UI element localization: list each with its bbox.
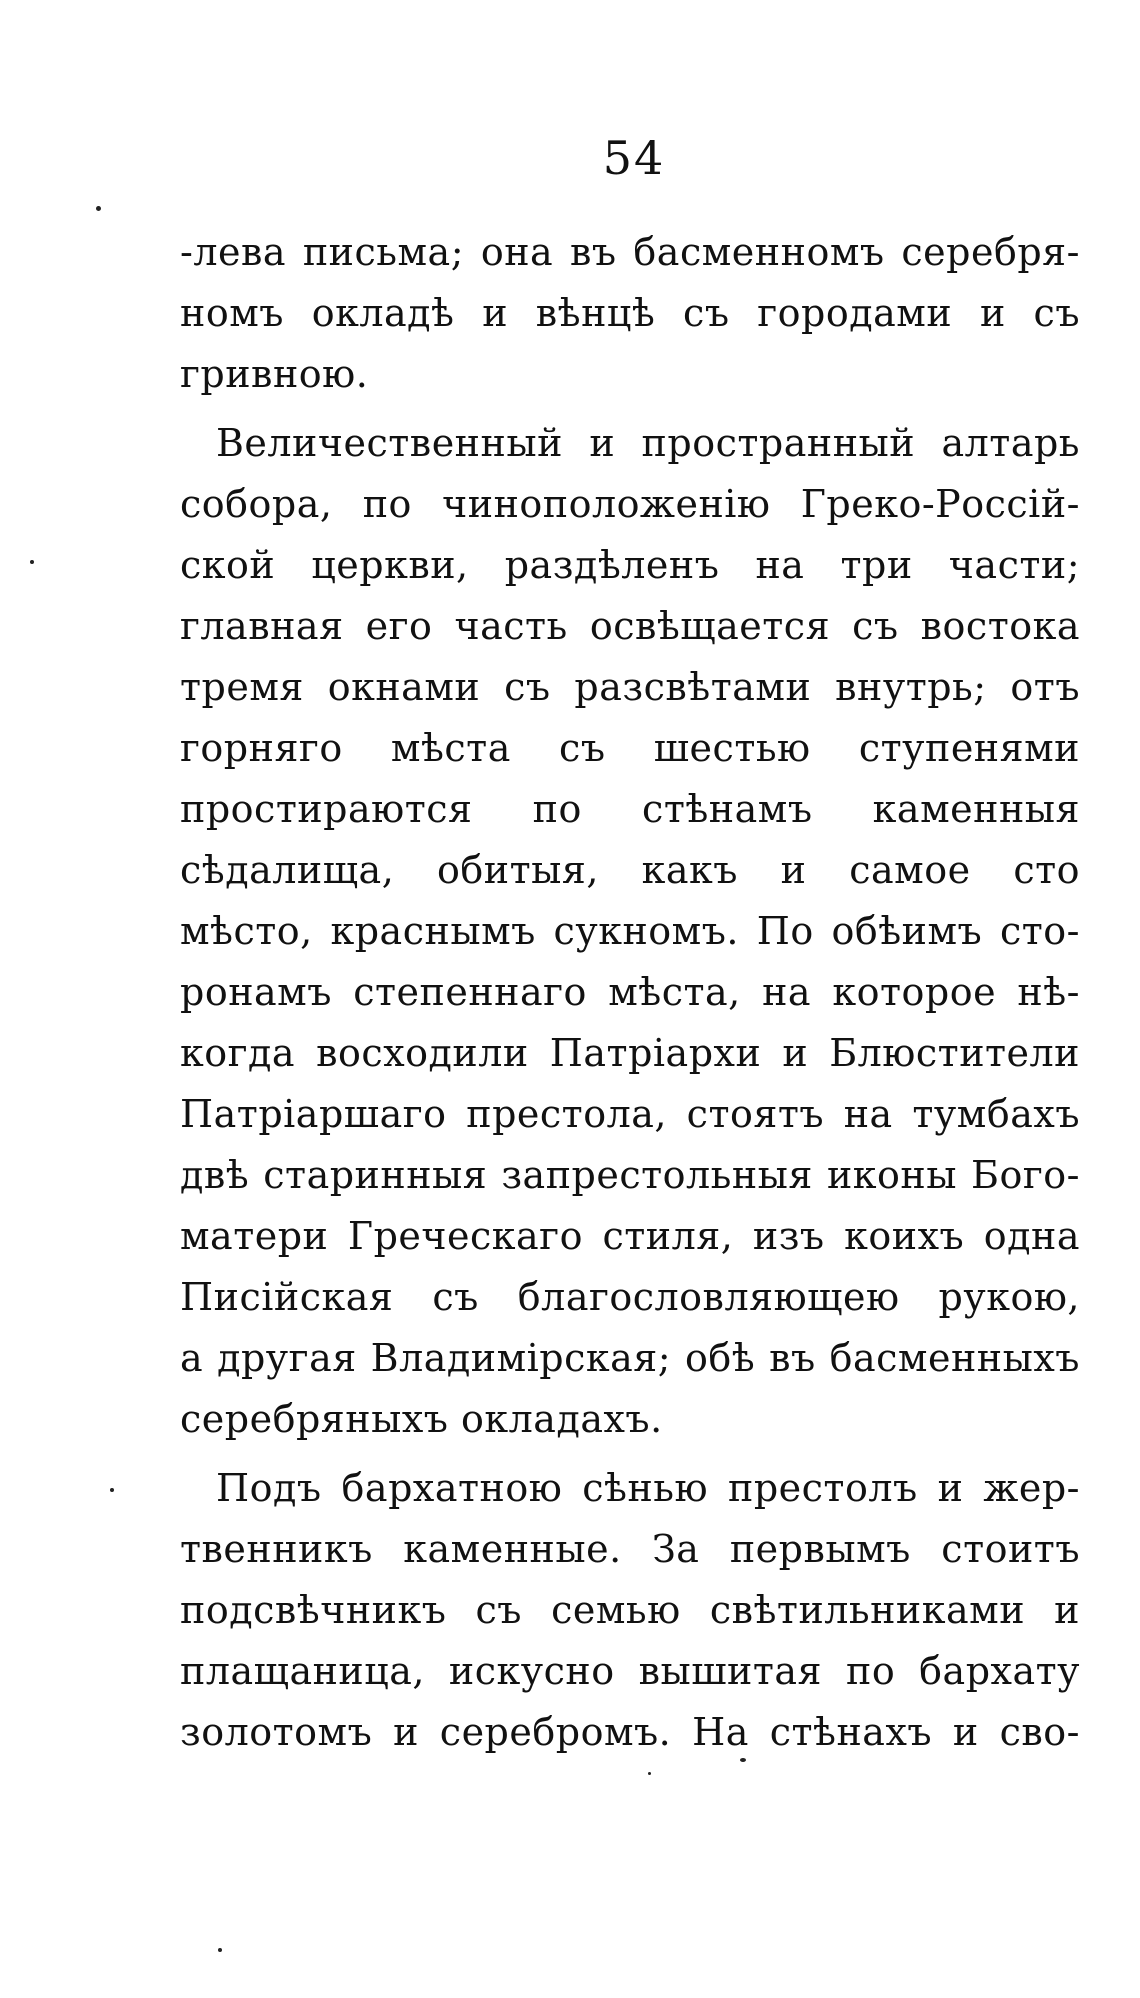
text-line: собора, по чиноположенію Греко-Россій- [180,482,1080,526]
text-line: золотомъ и серебромъ. На стѣнахъ и сво- [180,1710,1080,1754]
text-line: -лева письма; она въ басменномъ серебря- [180,230,1080,274]
text-line: номъ окладѣ и вѣнцѣ съ городами и съ [180,291,1080,335]
text-line: когда восходили Патріархи и Блюстители [180,1031,1080,1075]
text-line: главная его часть освѣщается съ востока [180,604,1080,648]
text-line: двѣ старинныя запрестольныя иконы Бого- [180,1153,1080,1197]
text-line: ской церкви, раздѣленъ на три части; [180,543,1080,587]
text-line: твенникъ каменные. За первымъ стоитъ [180,1527,1080,1571]
text-line: серебряныхъ окладахъ. [180,1397,663,1441]
text-line: мѣсто, краснымъ сукномъ. По обѣимъ сто- [180,909,1080,953]
text-line: ронамъ степеннаго мѣста, на которое нѣ- [180,970,1080,1014]
scan-speck [30,560,34,564]
text-line: горняго мѣста съ шестью ступенями [180,726,1080,770]
page-number: 54 [602,131,666,185]
text-line: матери Греческаго стиля, изъ коихъ одна [180,1214,1080,1258]
body-text [180,222,1080,1763]
text-line: Писійская съ благословляющею рукою, [180,1275,1080,1319]
scan-speck [218,1948,222,1952]
text-line: гривною. [180,352,369,396]
scan-speck [96,206,101,211]
text-line: простираются по стѣнамъ каменныя [180,787,1080,831]
text-line: тремя окнами съ разсвѣтами внутрь; отъ [180,665,1080,709]
text-line: Патріаршаго престола, стоятъ на тумбахъ [180,1092,1080,1136]
text-line: подсвѣчникъ съ семью свѣтильниками и [180,1588,1080,1632]
text-line: Подъ бархатною сѣнью престолъ и жер- [216,1466,1080,1510]
scan-speck [648,1772,651,1775]
text-line: а другая Владимірская; обѣ въ басменныхъ [180,1336,1080,1380]
text-line: плащаница, искусно вышитая по бархату [180,1649,1080,1693]
text-line: сѣдалища, обитыя, какъ и самое сто [180,848,1080,892]
scan-speck [110,1488,114,1492]
text-line: Величественный и пространный алтарь [216,421,1080,465]
scan-speck [740,1758,746,1762]
